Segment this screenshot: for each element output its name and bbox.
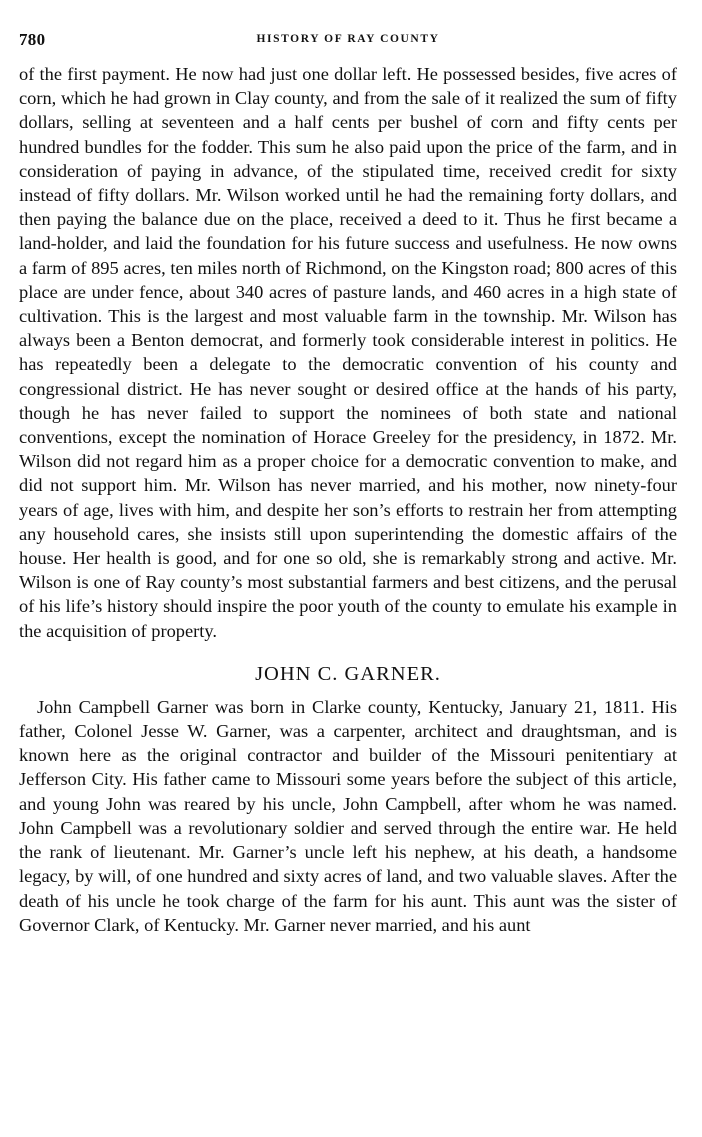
page-number: 780 xyxy=(19,30,46,49)
section-heading: JOHN C. GARNER. xyxy=(255,662,441,685)
paragraph-wilson-continuation: of the first payment. He now had just one dollar left. He possessed besides, five acres of corn, which he had grown in Clay county, and from the sale of it realized the sum of fifty dollars, selling at seventeen and a half cents per bushel of corn and fifty cents per hundred bundles for the fodder. This sum he also paid upon the price of the farm, and in consideration of paying in advance, of the stipulated time, received credit for sixty instead of fifty dollars. Mr. Wilson worked until he had the remaining forty dollars, and then paying the balance due on the place, received a deed to it. Thus he first became a land-holder, and laid the foundation for his future success and usefulness. He now owns a farm of 895 acres, ten miles north of Richmond, on the Kingston road; 800 acres of this place are under fence, about 340 acres of pasture lands, and 460 acres in a high state of cultivation. This is the largest and most valuable farm in the township. Mr. Wilson has always been a Benton democrat, and formerly took considerable interest in politics. He has repeatedly been a delegate to the democratic convention of his county and congressional district. He has never sought or desired office at the hands of his party, though he has never failed to support the nominees of both state and national conventions, except the nomination of Horace Greeley for the presidency, in 1872. Mr. Wilson did not regard him as a proper choice for a democratic convention to make, and did not support him. Mr. Wilson has never married, and his mother, now ninety-four years of age, lives with him, and despite her son’s efforts to restrain her from attempting any household cares, she insists still upon superintending the domestic affairs of the house. Her health is good, and for one so old, she is remarkably strong and active. Mr. Wilson is one of Ray county’s most substantial farmers and best citizens, and the perusal of his life’s history should inspire the poor youth of the county to emulate his example in the acquisition of property. xyxy=(19,64,677,641)
running-title: HISTORY OF RAY COUNTY xyxy=(256,33,440,45)
running-head xyxy=(19,30,677,56)
book-page xyxy=(19,30,677,937)
paragraph-garner-biography: John Campbell Garner was born in Clarke county, Kentucky, January 21, 1811. His father, Colonel Jesse W. Garner, was a carpenter, architect and draughtsman, and is known here as the original contractor and builder of the Missouri penitentiary at Jefferson City. His father came to Missouri some years before the subject of this article, and young John was reared by his uncle, John Campbell, after whom he was named. John Campbell was a revolutionary soldier and served through the entire war. He held the rank of lieutenant. Mr. Garner’s uncle left his nephew, at his death, a handsome legacy, by will, of one hundred and sixty acres of land, and two valuable slaves. After the death of his uncle he took charge of the farm for his aunt. This aunt was the sister of Governor Clark, of Kentucky. Mr. Garner never married, and his aunt xyxy=(19,696,677,935)
